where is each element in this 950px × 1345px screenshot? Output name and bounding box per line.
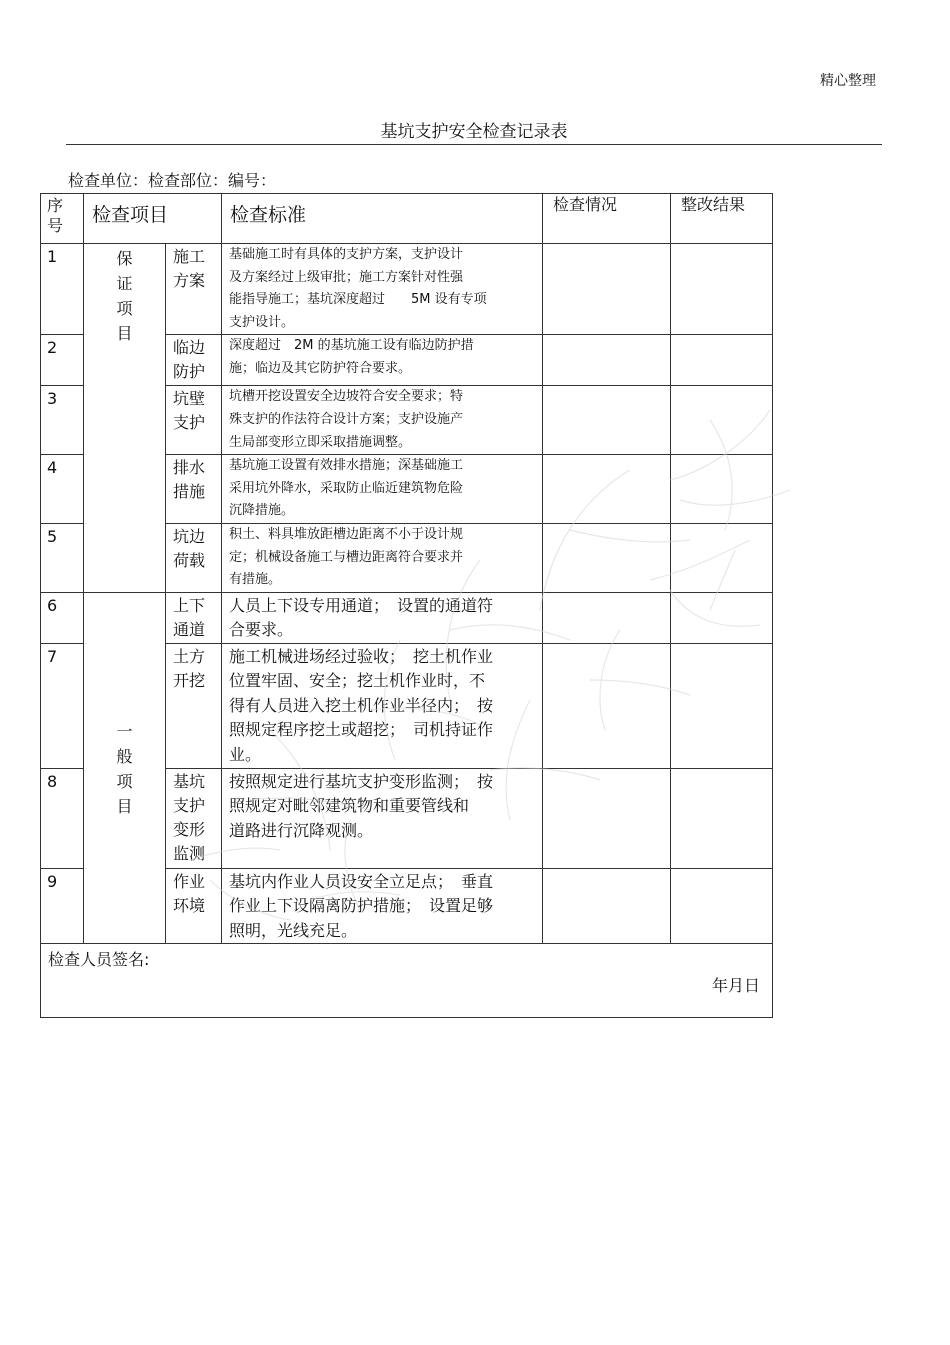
row-seq: 6 <box>41 592 84 643</box>
row-standard: 基础施工时有具体的支护方案，支护设计 及方案经过上级审批；施工方案针对性强 能指导施工；基坑深度超过 5M 设有专项 支护设计。 <box>222 244 543 335</box>
meta-line: 检查单位：检查部位：编号： <box>68 171 277 190</box>
inspection-table <box>40 193 773 1018</box>
row-standard: 深度超过 2M 的基坑施工设有临边防护措 施；临边及其它防护符合要求。 <box>222 335 543 386</box>
document-title: 基坑支护安全检查记录表 <box>380 122 568 142</box>
header-item: 检查项目 <box>84 194 222 244</box>
header-seq: 序 号 <box>41 194 84 244</box>
row-result-cell[interactable] <box>671 768 773 868</box>
row-standard: 基坑施工设置有效排水措施；深基础施工 采用坑外降水，采取防止临近建筑物危险 沉降措施。 <box>222 455 543 524</box>
row-result-cell[interactable] <box>671 386 773 455</box>
row-situation-cell[interactable] <box>543 643 671 768</box>
row-seq: 4 <box>41 455 84 524</box>
row-seq: 9 <box>41 868 84 944</box>
signature-row <box>41 944 773 1018</box>
category-general: 一 般 项 目 <box>84 592 166 944</box>
row-subitem: 坑边 荷载 <box>166 523 222 592</box>
page-note: 精心整理 <box>820 73 876 89</box>
row-seq: 5 <box>41 523 84 592</box>
table-row <box>41 592 773 643</box>
row-seq: 1 <box>41 244 84 335</box>
row-situation-cell[interactable] <box>543 868 671 944</box>
row-seq: 3 <box>41 386 84 455</box>
title-rule <box>66 144 882 145</box>
row-subitem: 作业 环境 <box>166 868 222 944</box>
category-guarantee: 保 证 项 目 <box>84 244 166 593</box>
row-standard: 施工机械进场经过验收； 挖土机作业 位置牢固、安全；挖土机作业时，不 得有人员进入挖土机作业半径内； 按 照规定程序挖土或超挖； 司机持证作 业。 <box>222 643 543 768</box>
date-label: 年月日 <box>712 976 761 996</box>
row-situation-cell[interactable] <box>543 386 671 455</box>
row-result-cell[interactable] <box>671 592 773 643</box>
row-seq: 2 <box>41 335 84 386</box>
row-situation-cell[interactable] <box>543 523 671 592</box>
row-subitem: 土方 开挖 <box>166 643 222 768</box>
row-seq: 8 <box>41 768 84 868</box>
row-subitem: 排水 措施 <box>166 455 222 524</box>
row-subitem: 施工 方案 <box>166 244 222 335</box>
row-result-cell[interactable] <box>671 868 773 944</box>
row-subitem: 上下 通道 <box>166 592 222 643</box>
row-subitem: 临边 防护 <box>166 335 222 386</box>
row-result-cell[interactable] <box>671 643 773 768</box>
row-result-cell[interactable] <box>671 455 773 524</box>
header-row <box>41 194 773 244</box>
header-situation: 检查情况 <box>543 194 671 244</box>
row-standard: 坑槽开挖设置安全边坡符合安全要求；特 殊支护的作法符合设计方案；支护设施产 生局部变形立即采取措施调整。 <box>222 386 543 455</box>
row-subitem: 基坑 支护 变形 监测 <box>166 768 222 868</box>
row-standard: 按照规定进行基坑支护变形监测； 按 照规定对毗邻建筑物和重要管线和 道路进行沉降观测。 <box>222 768 543 868</box>
row-standard: 人员上下设专用通道； 设置的通道符 合要求。 <box>222 592 543 643</box>
row-subitem: 坑壁 支护 <box>166 386 222 455</box>
header-standard: 检查标准 <box>222 194 543 244</box>
row-result-cell[interactable] <box>671 523 773 592</box>
row-result-cell[interactable] <box>671 335 773 386</box>
row-situation-cell[interactable] <box>543 244 671 335</box>
signature-label: 检查人员签名: <box>48 950 150 970</box>
row-seq: 7 <box>41 643 84 768</box>
row-standard: 基坑内作业人员设安全立足点； 垂直 作业上下设隔离防护措施； 设置足够 照明，光线充足。 <box>222 868 543 944</box>
row-situation-cell[interactable] <box>543 592 671 643</box>
header-result: 整改结果 <box>671 194 773 244</box>
row-situation-cell[interactable] <box>543 768 671 868</box>
row-standard: 积土、料具堆放距槽边距离不小于设计规 定；机械设备施工与槽边距离符合要求并 有措施。 <box>222 523 543 592</box>
signature-cell[interactable] <box>41 944 773 1018</box>
row-situation-cell[interactable] <box>543 455 671 524</box>
row-result-cell[interactable] <box>671 244 773 335</box>
table-row <box>41 244 773 335</box>
row-situation-cell[interactable] <box>543 335 671 386</box>
